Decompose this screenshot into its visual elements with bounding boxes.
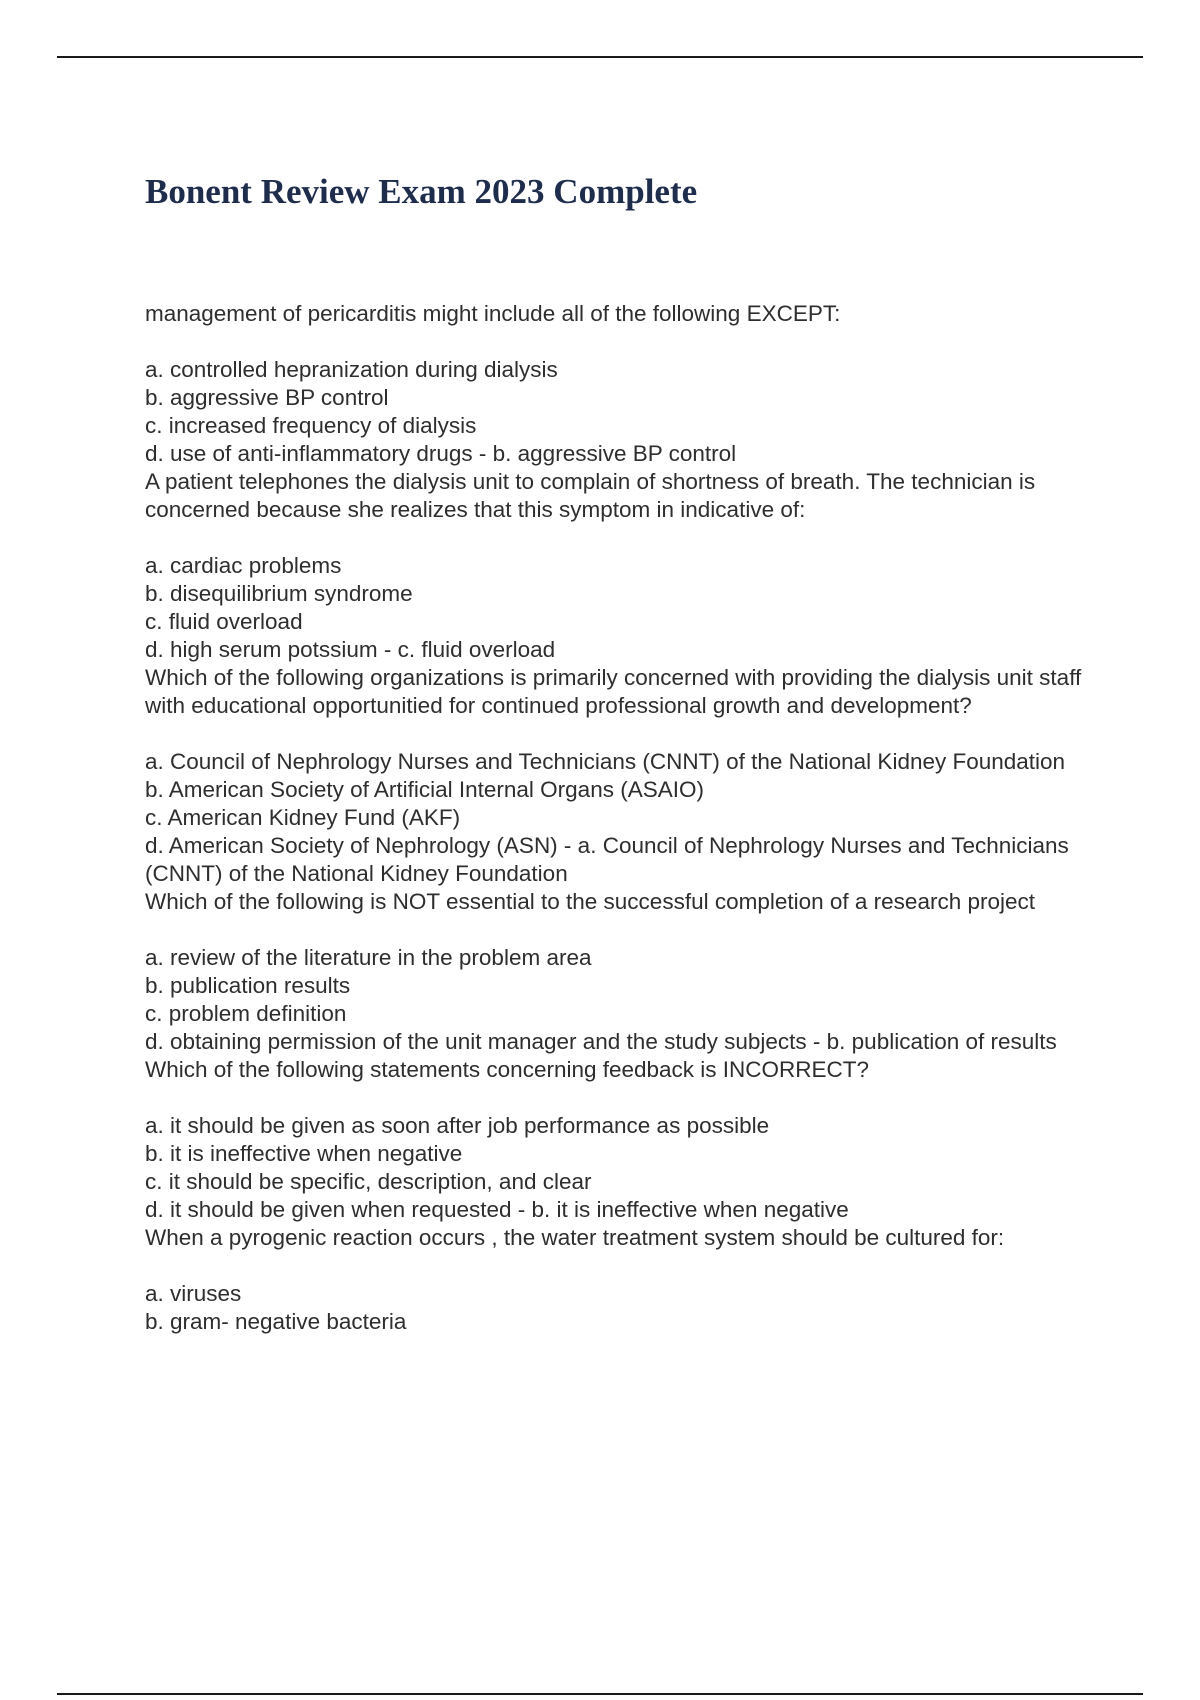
bottom-rule: [57, 1693, 1143, 1695]
option-a: a. Council of Nephrology Nurses and Technicians (CNNT) of the National Kidney Foundation: [145, 749, 1066, 774]
option-d-with-answer: d. it should be given when requested - b. it is ineffective when negative: [145, 1197, 849, 1222]
question-4: [145, 888, 1095, 1056]
option-d-with-answer: d. use of anti-inflammatory drugs - b. aggressive BP control: [145, 441, 737, 466]
option-b: b. publication results: [145, 973, 351, 998]
top-rule: [57, 56, 1143, 58]
option-c: c. problem definition: [145, 1001, 347, 1026]
question-5: [145, 1056, 1095, 1224]
option-a: a. it should be given as soon after job performance as possible: [145, 1113, 770, 1138]
option-b: b. American Society of Artificial Internal Organs (ASAIO): [145, 777, 704, 802]
option-d-with-answer: d. obtaining permission of the unit manager and the study subjects - b. publication of results: [145, 1029, 1057, 1054]
question-6-text: When a pyrogenic reaction occurs , the water treatment system should be cultured for:: [145, 1225, 1005, 1250]
option-d-with-answer: d. American Society of Nephrology (ASN) - a. Council of Nephrology Nurses and Technicians (CNNT) of the National Kidney Foundation: [145, 833, 1069, 886]
option-a: a. review of the literature in the problem area: [145, 945, 592, 970]
option-a: a. controlled hepranization during dialysis: [145, 357, 558, 382]
question-1-text: management of pericarditis might include all of the following EXCEPT:: [145, 301, 841, 326]
question-5-text: Which of the following statements concerning feedback is INCORRECT?: [145, 1057, 870, 1082]
question-list: [145, 300, 1095, 1336]
question-3-text: Which of the following organizations is primarily concerned with providing the dialysis unit staff with educational opportunitied for continued professional growth and development?: [145, 665, 1082, 718]
question-2-options: [145, 552, 1095, 664]
question-2: [145, 468, 1095, 664]
option-b: b. aggressive BP control: [145, 385, 389, 410]
option-c: c. American Kidney Fund (AKF): [145, 805, 461, 830]
option-b: b. gram- negative bacteria: [145, 1309, 407, 1334]
document-title: Bonent Review Exam 2023 Complete: [145, 172, 698, 211]
option-b: b. it is ineffective when negative: [145, 1141, 463, 1166]
option-c: c. fluid overload: [145, 609, 303, 634]
question-6: [145, 1224, 1095, 1336]
question-4-text: Which of the following is NOT essential to the successful completion of a research project: [145, 889, 1036, 914]
option-c: c. increased frequency of dialysis: [145, 413, 477, 438]
option-c: c. it should be specific, description, and clear: [145, 1169, 592, 1194]
option-a: a. viruses: [145, 1281, 242, 1306]
question-1-options: [145, 356, 1095, 468]
option-d-with-answer: d. high serum potssium - c. fluid overload: [145, 637, 556, 662]
question-2-text: A patient telephones the dialysis unit to complain of shortness of breath. The technician is concerned because she realizes that this symptom in indicative of:: [145, 469, 1036, 522]
question-3: [145, 664, 1095, 888]
question-5-options: [145, 1112, 1095, 1224]
question-3-options: [145, 748, 1095, 888]
question-1: [145, 300, 1095, 468]
question-6-options: [145, 1280, 1095, 1336]
option-b: b. disequilibrium syndrome: [145, 581, 413, 606]
option-a: a. cardiac problems: [145, 553, 342, 578]
question-4-options: [145, 944, 1095, 1056]
